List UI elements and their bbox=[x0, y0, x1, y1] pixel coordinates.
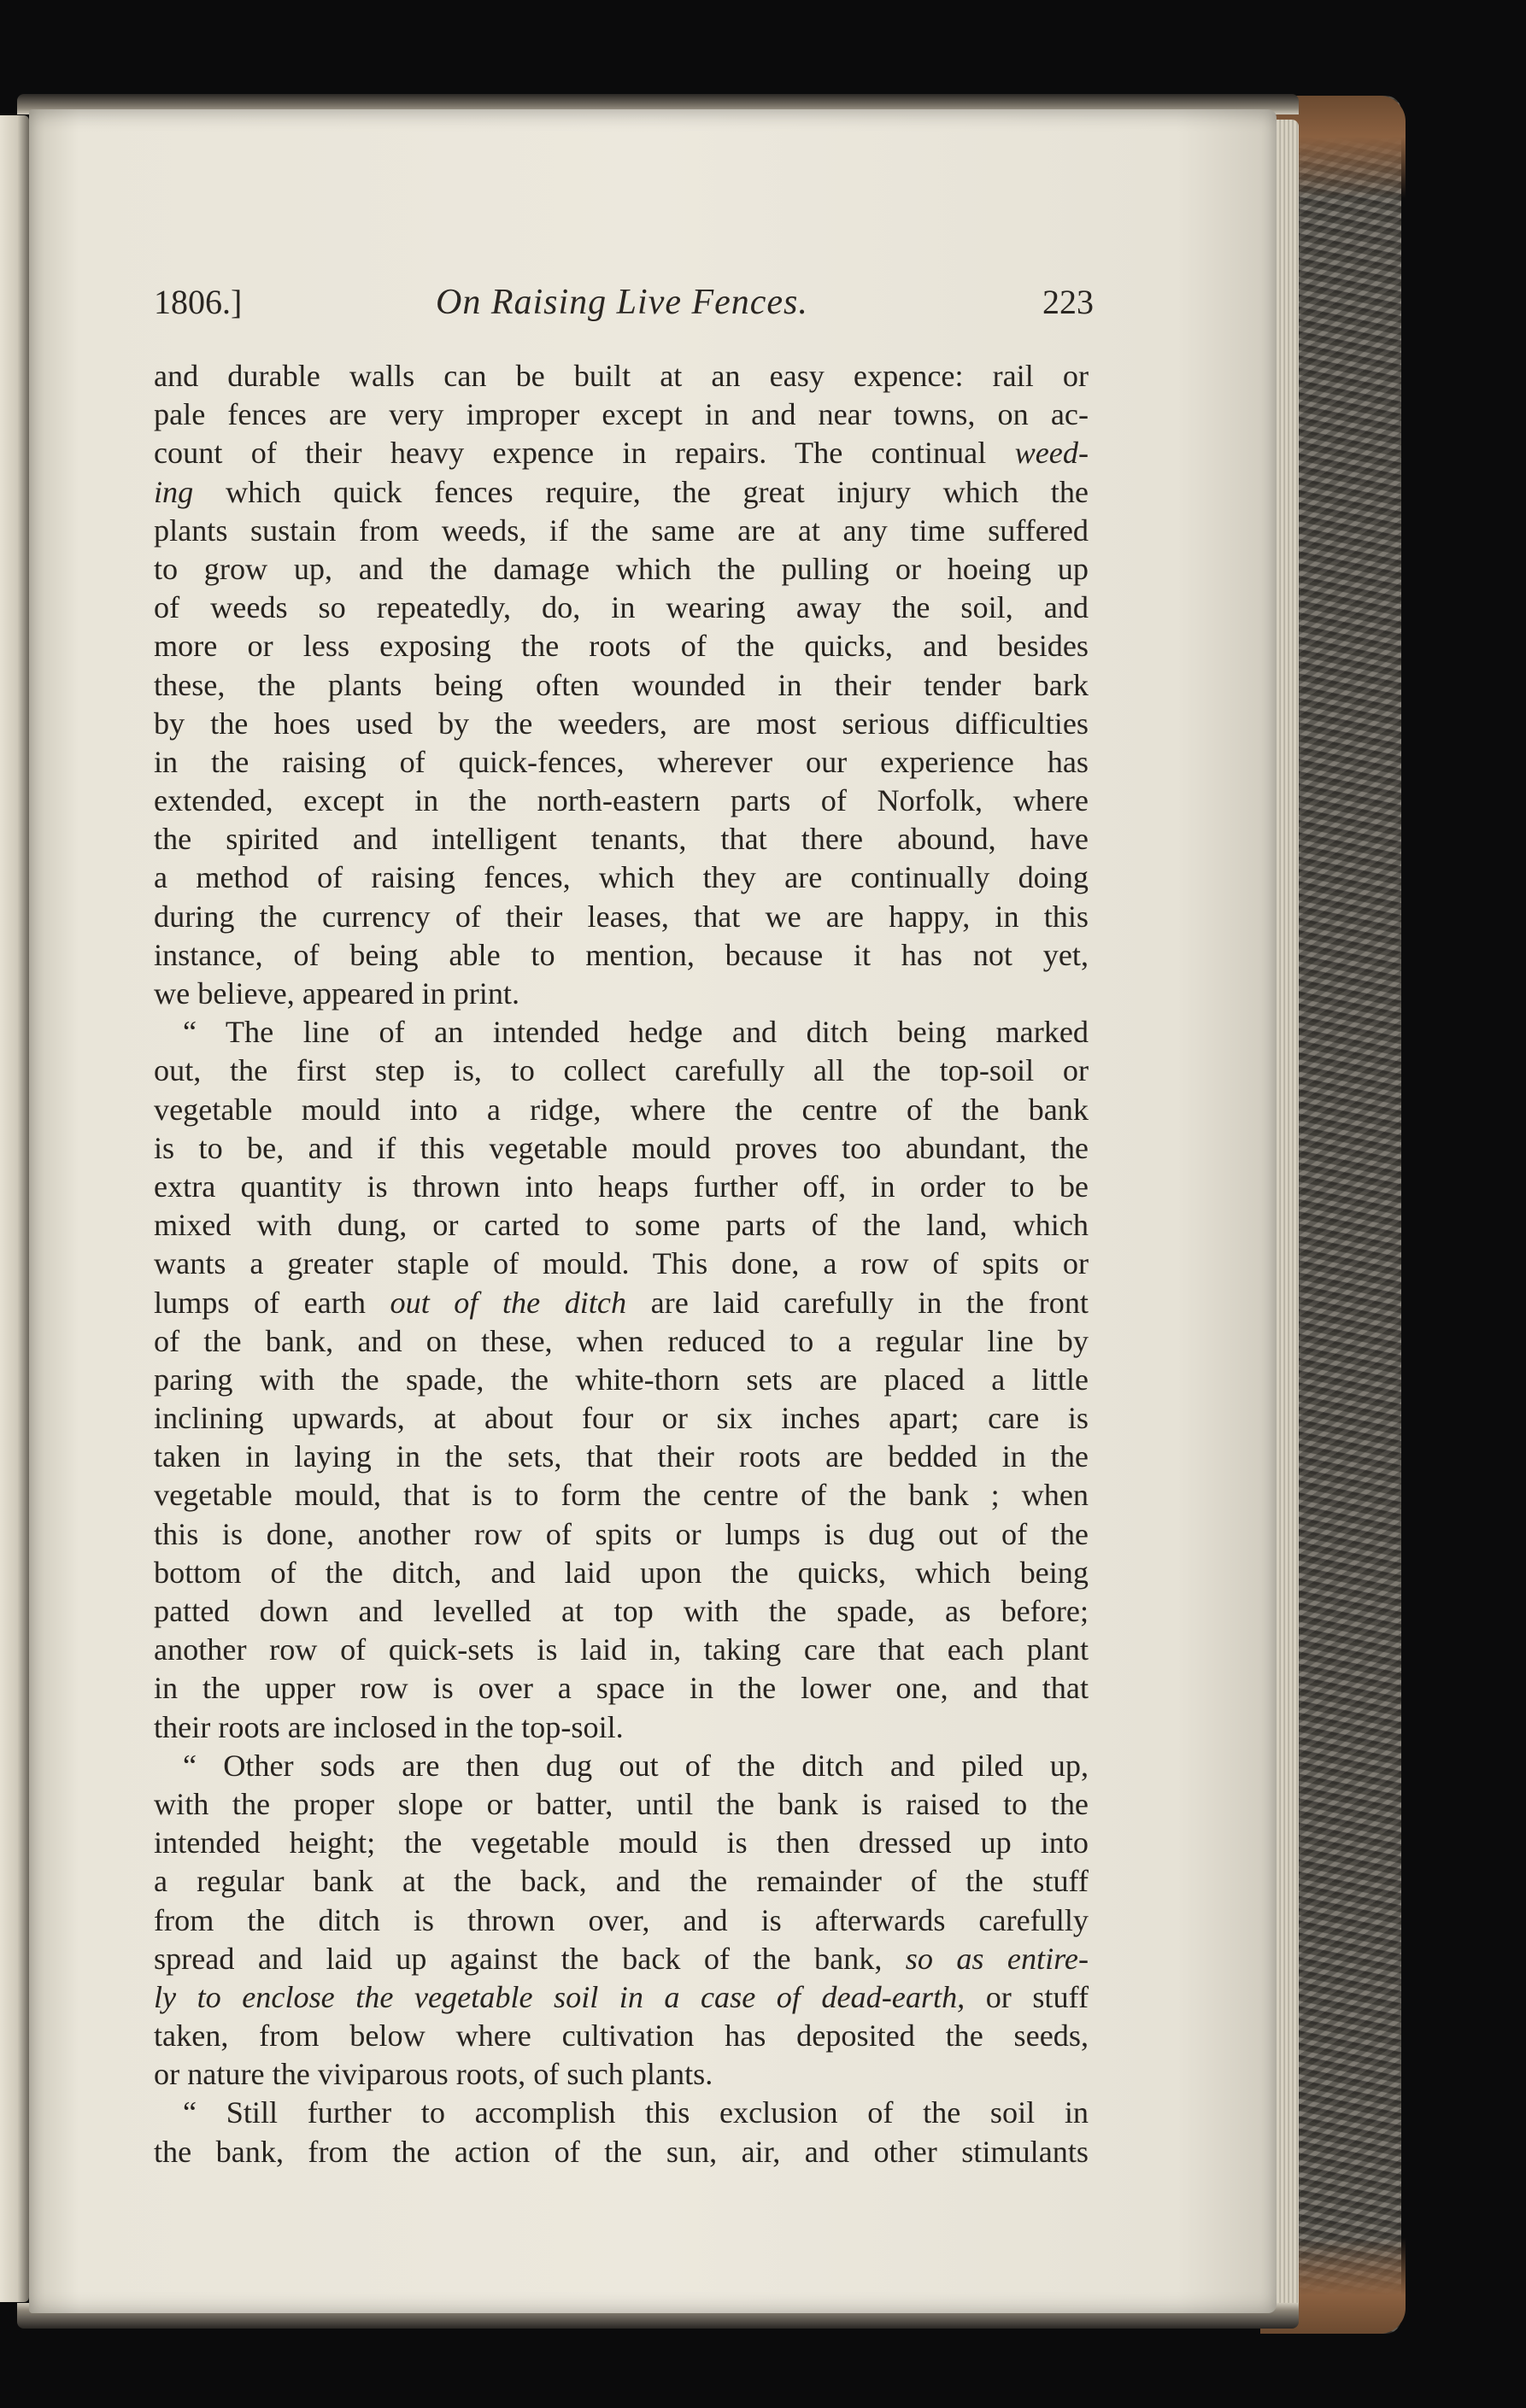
text-line bbox=[154, 1940, 1089, 1978]
text-line: wants a greater staple of mould. This done, a row of spits or bbox=[154, 1246, 1089, 1281]
text-line: taken in laying in the sets, that their roots are bedded in the bbox=[154, 1439, 1089, 1474]
text-line: paring with the spade, the white-thorn sets are placed a little bbox=[154, 1362, 1089, 1397]
text-line: of weeds so repeatedly, do, in wearing away the soil, and bbox=[154, 590, 1089, 625]
text-line: by the hoes used by the weeders, are most serious difficulties bbox=[154, 706, 1089, 741]
previous-page-edge bbox=[0, 115, 29, 2302]
text-line bbox=[154, 473, 1089, 512]
text-line-part: spread and laid up against the back of the bank, bbox=[154, 1941, 883, 1976]
text-line: instance, of being able to mention, because it has not yet, bbox=[154, 937, 1089, 972]
text-line: plants sustain from weeds, if the same are at any time suffered bbox=[154, 513, 1089, 548]
text-line: extra quantity is thrown into heaps further off, in order to be bbox=[154, 1169, 1089, 1204]
text-line: intended height; the vegetable mould is then dressed up into bbox=[154, 1825, 1089, 1860]
text-line: the spirited and intelligent tenants, that there abound, have bbox=[154, 822, 1089, 857]
text-line: or nature the viviparous roots, of such plants. bbox=[154, 2057, 713, 2092]
text-line-part: count of their heavy expence in repairs. The continual bbox=[154, 436, 1015, 471]
text-line: these, the plants being often wounded in their tender bark bbox=[154, 667, 1089, 702]
text-line: during the currency of their leases, that we are happy, in this bbox=[154, 899, 1089, 934]
text-line: to grow up, and the damage which the pulling or hoeing up bbox=[154, 551, 1089, 586]
running-head-title: On Raising Live Fences. bbox=[436, 283, 808, 322]
text-line: in the raising of quick-fences, wherever our experience has bbox=[154, 744, 1089, 779]
text-line bbox=[154, 434, 1089, 472]
text-line: “ The line of an intended hedge and ditch being marked bbox=[183, 1015, 1089, 1050]
text-line: is to be, and if this vegetable mould proves too abundant, the bbox=[154, 1130, 1089, 1165]
italic-phrase: so as entire- bbox=[905, 1941, 1089, 1976]
text-line-part: lumps of earth bbox=[154, 1285, 366, 1320]
text-line: this is done, another row of spits or lumps is dug out of the bbox=[154, 1516, 1089, 1551]
page-number: 223 bbox=[1042, 283, 1094, 321]
running-head-year: 1806.] bbox=[154, 283, 243, 321]
text-line: we believe, appeared in print. bbox=[154, 976, 520, 1011]
text-line: from the ditch is thrown over, and is afterwards carefully bbox=[154, 1902, 1089, 1937]
text-line: “ Still further to accomplish this exclusion of the soil in bbox=[183, 2095, 1089, 2130]
text-line: vegetable mould into a ridge, where the centre of the bank bbox=[154, 1092, 1089, 1127]
text-line: mixed with dung, or carted to some parts of the land, which bbox=[154, 1208, 1089, 1243]
text-line: vegetable mould, that is to form the centre of the bank ; when bbox=[154, 1478, 1089, 1513]
text-line: taken, from below where cultivation has deposited the seeds, bbox=[154, 2018, 1089, 2054]
text-line: “ Other sods are then dug out of the ditch and piled up, bbox=[183, 1748, 1089, 1783]
text-line: the bank, from the action of the sun, air, and other stimulants bbox=[154, 2134, 1089, 2169]
text-line: another row of quick-sets is laid in, taking care that each plant bbox=[154, 1632, 1089, 1667]
text-line: in the upper row is over a space in the lower one, and that bbox=[154, 1671, 1089, 1706]
text-line: patted down and levelled at top with the spade, as before; bbox=[154, 1594, 1089, 1628]
running-head bbox=[154, 282, 1094, 333]
text-line: a regular bank at the back, and the remainder of the stuff bbox=[154, 1864, 1089, 1899]
text-line bbox=[154, 1284, 1089, 1322]
text-line: with the proper slope or batter, until the bank is raised to the bbox=[154, 1786, 1089, 1821]
italic-phrase: ly to enclose the vegetable soil in a case of dead-earth, bbox=[154, 1979, 965, 2014]
text-line-part: which quick fences require, the great injury which the bbox=[193, 474, 1089, 509]
text-line: bottom of the ditch, and laid upon the quicks, which being bbox=[154, 1555, 1089, 1590]
italic-phrase: out of the ditch bbox=[390, 1285, 627, 1320]
text-line-part: are laid carefully in the front bbox=[650, 1285, 1089, 1320]
text-line: of the bank, and on these, when reduced to a regular line by bbox=[154, 1323, 1089, 1358]
text-line: a method of raising fences, which they are continually doing bbox=[154, 860, 1089, 895]
text-line: more or less exposing the roots of the quicks, and besides bbox=[154, 629, 1089, 664]
text-line: their roots are inclosed in the top-soil. bbox=[154, 1709, 624, 1744]
text-line: and durable walls can be built at an easy expence: rail or bbox=[154, 359, 1089, 393]
article-body bbox=[154, 357, 1089, 2171]
text-line-part: or stuff bbox=[985, 1979, 1089, 2014]
text-line: inclining upwards, at about four or six inches apart; care is bbox=[154, 1401, 1089, 1436]
italic-word: weed- bbox=[1014, 436, 1089, 471]
text-line: out, the first step is, to collect carefully all the top-soil or bbox=[154, 1053, 1089, 1088]
text-line: pale fences are very improper except in and near towns, on ac- bbox=[154, 397, 1089, 432]
text-line: extended, except in the north-eastern parts of Norfolk, where bbox=[154, 783, 1089, 818]
italic-word: ing bbox=[154, 474, 194, 509]
text-line bbox=[154, 1978, 1089, 2017]
